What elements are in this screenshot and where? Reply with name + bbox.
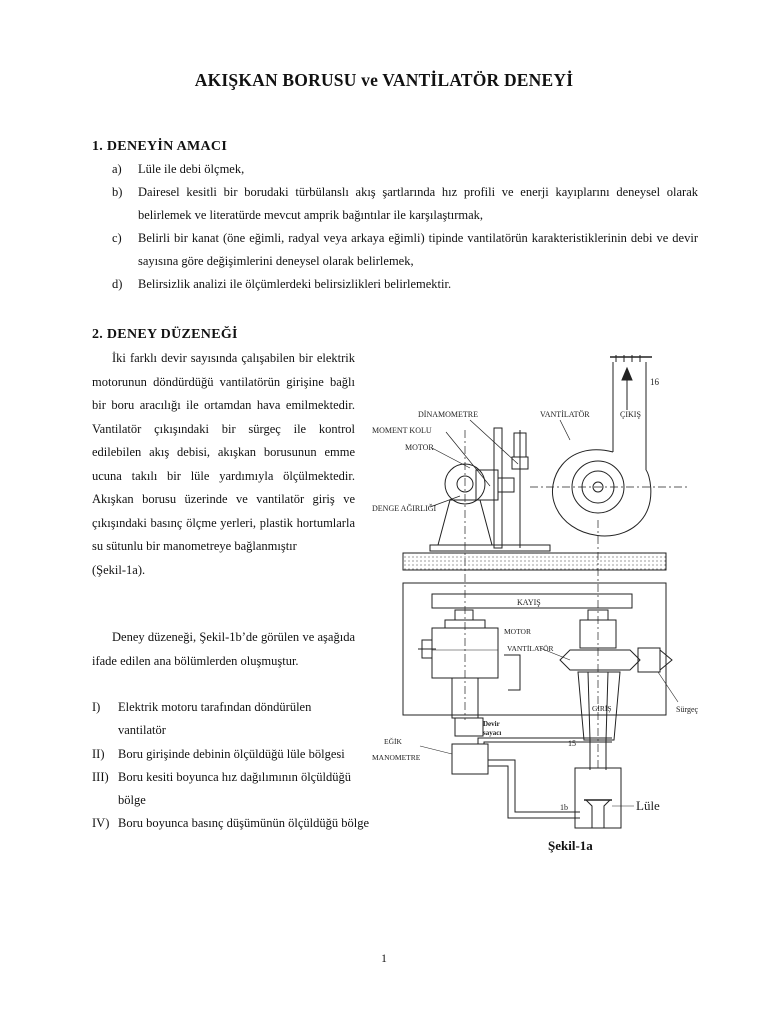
objectives-list bbox=[92, 158, 698, 296]
list-item bbox=[92, 696, 355, 743]
section-2-heading: 2. DENEY DÜZENEĞİ bbox=[92, 327, 238, 342]
list-marker: II) bbox=[92, 746, 105, 761]
label-dinamometre: DİNAMOMETRE bbox=[418, 410, 478, 419]
list-marker: a) bbox=[112, 162, 122, 176]
list-marker: d) bbox=[112, 277, 123, 291]
list-item bbox=[92, 743, 355, 766]
fan-lower bbox=[560, 620, 672, 740]
floor-slab bbox=[403, 553, 666, 570]
setup-paragraph-1 bbox=[92, 347, 355, 582]
list-text: Belirsizlik analizi ile ölçümlerdeki belirsizlikleri belirlemektir. bbox=[138, 277, 452, 291]
paragraph-text-end: (Şekil-1a). bbox=[92, 562, 146, 577]
list-item bbox=[92, 766, 355, 813]
label-motor-bottom: MOTOR bbox=[504, 627, 531, 636]
list-item bbox=[92, 181, 698, 227]
label-vantilator-top: VANTİLATÖR bbox=[540, 410, 590, 419]
list-text: Belirli bir kanat (öne eğimli, radyal veya arkaya eğimli) tipinde vantilatörün karakteristiklerinin debi ve devir sayısına göre değişimlerini deneysel olarak belirlemek, bbox=[138, 231, 698, 268]
list-text: Boru girişinde debinin ölçüldüğü lüle bölgesi bbox=[118, 746, 345, 761]
page-title: AKIŞKAN BORUSU ve VANTİLATÖR DENEYİ bbox=[194, 70, 574, 90]
list-marker: b) bbox=[112, 185, 123, 199]
list-text: Elektrik motoru tarafından döndürülen vantilatör bbox=[118, 700, 312, 738]
label-16: 16 bbox=[650, 377, 659, 387]
rpm-counter bbox=[455, 718, 483, 736]
label-surgec: Sürgeç bbox=[676, 705, 699, 714]
label-manometre: MANOMETRE bbox=[372, 753, 421, 762]
label-moment-kolu: MOMENT KOLU bbox=[372, 426, 432, 435]
label-denge: DENGE AĞIRLIĞI bbox=[372, 504, 437, 513]
motor-stand bbox=[430, 428, 550, 551]
page-number: 1 bbox=[381, 953, 387, 965]
paragraph-text: İki farklı devir sayısında çalışabilen bir elektrik motorunun döndürdüğü vantilatörün girişine bağlı bir boru aracılığı ile ortamdan hava emilmektedir. Vantilatör çıkışındaki bir sürgeç ile kontrol edilebilen akış debisi, akışkan borusunun emme ucuna takılı bir lüle yardımıyla ölçülmektedir. Akışkan borusu üzerinde ve vantilatör giriş ve çıkışındaki basınç ölçme yerleri, plastik hortumlarla su sütunlu bir manometreye bağlanmıştır bbox=[92, 351, 355, 553]
list-item bbox=[92, 227, 698, 273]
experiment-setup-diagram bbox=[365, 355, 745, 835]
list-text: Boru kesiti boyunca hız dağılımının ölçüldüğü bölge bbox=[118, 769, 351, 808]
label-15: 15 bbox=[568, 739, 576, 748]
label-egik: EĞİK bbox=[384, 737, 402, 746]
list-item bbox=[92, 158, 698, 181]
label-devir: Devir bbox=[483, 720, 500, 728]
setup-paragraph-2 bbox=[92, 626, 355, 673]
list-text: Boru boyunca basınç düşümünün ölçüldüğü bölge bbox=[118, 816, 370, 831]
list-marker: III) bbox=[92, 769, 109, 784]
list-marker: IV) bbox=[92, 816, 110, 831]
list-marker: c) bbox=[112, 231, 122, 245]
list-text: Lüle ile debi ölçmek, bbox=[138, 162, 245, 176]
figure-caption: Şekil-1a bbox=[548, 838, 593, 853]
list-marker: I) bbox=[92, 700, 101, 714]
components-list bbox=[92, 696, 370, 836]
list-text: Dairesel kesitli bir borudaki türbülanslı akış şartlarında hız profili ve enerji kayıplarını deneysel olarak belirlemek ve literatürde mevcut amprik bağıntılar ile karşılaştırmak, bbox=[138, 185, 698, 222]
label-cikis: ÇIKIŞ bbox=[620, 410, 641, 419]
label-sayaci: sayacı bbox=[483, 729, 502, 737]
label-lule: Lüle bbox=[636, 798, 660, 813]
label-1b: 1b bbox=[560, 803, 568, 812]
label-motor-top: MOTOR bbox=[405, 443, 434, 452]
nozzle-pipe bbox=[575, 740, 621, 828]
list-item bbox=[92, 273, 698, 296]
inclined-manometer bbox=[452, 744, 488, 774]
section-1-heading: 1. DENEYİN AMACI bbox=[92, 139, 228, 154]
label-giris: GİRİŞ bbox=[592, 704, 612, 713]
label-kayis: KAYIŞ bbox=[517, 598, 541, 607]
paragraph-text: Deney düzeneği, Şekil-1b’de görülen ve aşağıda ifade edilen ana bölümlerden oluşmuştur. bbox=[92, 630, 355, 668]
label-vantilator-bottom: VANTİLATÖR bbox=[507, 644, 554, 653]
fan-housing bbox=[530, 450, 690, 536]
